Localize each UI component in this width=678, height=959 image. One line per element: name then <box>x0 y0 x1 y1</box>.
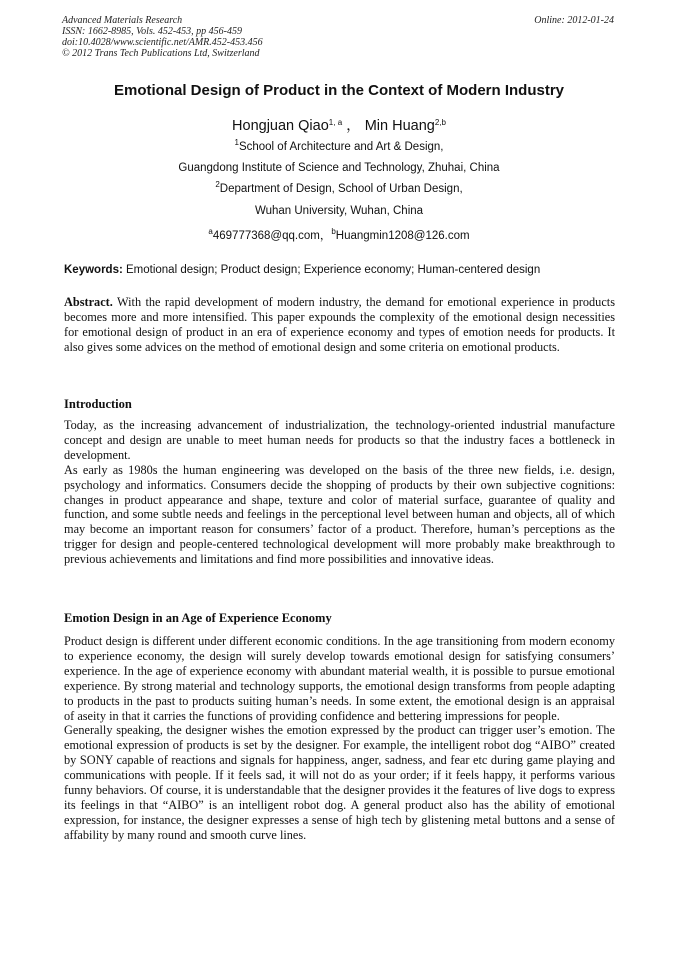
author-separator: ， <box>342 118 365 134</box>
email-b-sup: b <box>331 227 336 236</box>
copyright-line: © 2012 Trans Tech Publications Ltd, Switzerland <box>62 48 260 59</box>
author-line <box>0 114 678 135</box>
abstract-text: With the rapid development of modern industry, the demand for emotional experience in products becomes more and more intensified. This paper expounds the complexity of the emotional design necessities for emotional design of product in an era of experience economy and types of emotion needs for products. It also gives some advices on the method of emotional design and some criteria on emotional products. <box>64 295 615 354</box>
online-date: Online: 2012-01-24 <box>534 15 614 26</box>
journal-name: Advanced Materials Research <box>62 15 183 26</box>
author-1-sup: 1, a <box>328 118 343 127</box>
affiliation-1-line-2: Guangdong Institute of Science and Technology, Zhuhai, China <box>178 162 500 174</box>
affiliation-2-line-2: Wuhan University, Wuhan, China <box>254 205 424 217</box>
section-heading-introduction: Introduction <box>64 397 132 411</box>
paragraph: As early as 1980s the human engineering was developed on the basis of the three new fields, i.e. design, psychology and informatics. Consumers decide the shopping of products by their own subjective cognitions: changes in product appearance and shape, texture and color of material surface, guarantee of quality and function, and some subtle needs and feelings in the perceptional level between human and objects, all of which may become an important reason for consumers’ factor of a product. Therefore, human’s perceptions as the trigger for design and people-centered technological development will more probably make breakthrough to previous achievements and limitations and find more possibilities and innovative ideas. <box>64 462 615 567</box>
paragraph: Product design is different under different economic conditions. In the age transitioning from modern economy to experience economy, the design will surely develop towards emotional design for satisfying consumers’ experience. In the age of experience economy with abundant material wealth, it is possible to pursue emotional experience. By strong material and technology supports, the emotional design transforms from people adapting to products in the past to products suiting human’s needs. In some extent, the emotional design is an appraisal of aseity in that it carries the functions of providing confidence and bettering impressions for people. <box>64 634 615 723</box>
email-line <box>0 227 678 243</box>
author-2-sup: 2,b <box>434 118 446 127</box>
abstract-label: Abstract. <box>64 295 113 309</box>
email-a[interactable]: 469777368@qq.com <box>212 230 320 242</box>
paragraph: Today, as the increasing advancement of industrialization, the technology-oriented industrial manufacture concept and design are unable to meet human needs for products so that the industry faces a bottleneck in development. <box>64 418 615 462</box>
keywords <box>64 264 616 276</box>
aff2-text-1: Department of Design, School of Urban Design, <box>219 183 463 195</box>
email-a-sup: a <box>208 227 213 236</box>
section-heading-emotion-design: Emotion Design in an Age of Experience Economy <box>64 611 332 625</box>
affiliation-1-line-1 <box>0 138 678 153</box>
section-emotion-design-body <box>64 634 615 843</box>
issn-line: ISSN: 1662-8985, Vols. 452-453, pp 456-459 <box>62 26 242 37</box>
aff1-sup: 1 <box>234 138 239 147</box>
email-b[interactable]: Huangmin1208@126.com <box>335 230 470 242</box>
keywords-text: Emotional design; Product design; Experience economy; Human-centered design <box>122 264 541 276</box>
aff1-text-1: School of Architecture and Art & Design, <box>238 141 444 153</box>
paper-title: Emotional Design of Product in the Context of Modern Industry <box>114 82 564 99</box>
journal-header <box>62 15 263 59</box>
section-introduction-body <box>64 418 615 567</box>
doi-line[interactable]: doi:10.4028/www.scientific.net/AMR.452-453.456 <box>62 37 263 48</box>
email-separator: ， <box>319 230 332 242</box>
paragraph: Generally speaking, the designer wishes the emotion expressed by the product can trigger user’s emotion. The emotional expression of products is set by the designer. For example, the intelligent robot dog “AIBO” created by SONY capable of reactions and signals for happiness, anger, sadness, and fear etc during game playing and communications with people. If it feels sad, it will not do as your order; if it feels happy, it performs various funny behaviors. Of course, it is understandable that the designer provides it the features of live dogs to express its feelings in that “AIBO” is an intelligent robot dog. A general product also has the ability of emotional expression, for instance, the designer expresses a sense of high tech by glistening metal buttons and a sense of affability by many round and smooth curve lines. <box>64 723 615 842</box>
keywords-label: Keywords: <box>64 264 123 276</box>
author-1-name: Hongjuan Qiao <box>232 118 329 134</box>
aff2-sup: 2 <box>215 180 220 189</box>
affiliation-2-line-1 <box>0 180 678 195</box>
abstract <box>64 295 615 355</box>
author-2-name: Min Huang <box>364 118 435 134</box>
